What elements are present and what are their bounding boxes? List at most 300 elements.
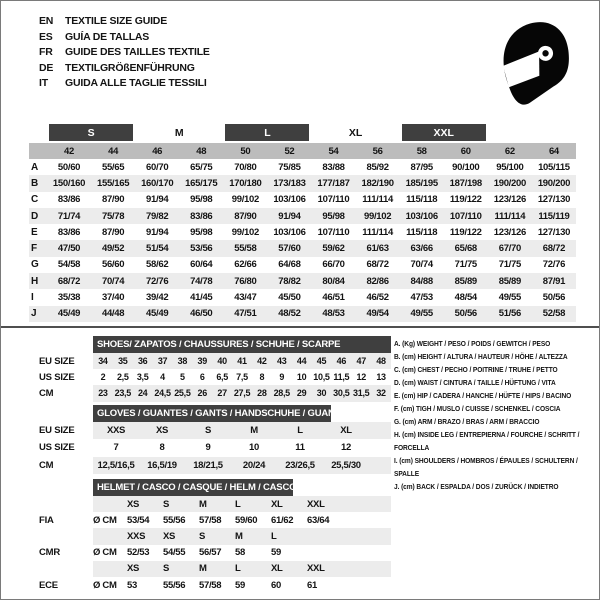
measurement-value: 72/76 xyxy=(146,275,169,287)
helmet-size-label: M xyxy=(199,563,207,575)
size-value: 10 xyxy=(249,442,259,454)
size-value: 25,5 xyxy=(174,388,191,399)
measurement-value: 127/130 xyxy=(537,226,571,238)
helmet-size-value xyxy=(307,545,343,561)
measurement-value: 65/68 xyxy=(454,243,477,255)
size-value: 11 xyxy=(295,442,305,454)
measurement-value: 48/52 xyxy=(278,308,301,320)
helmet-size-value: 61 xyxy=(307,579,317,591)
measurement-value: 187/198 xyxy=(449,177,482,189)
helmet-size-label: S xyxy=(199,530,206,542)
measurement-value: 87/91 xyxy=(542,275,566,287)
size-value: 38 xyxy=(177,356,188,367)
measurement-legend xyxy=(394,337,593,493)
measurement-letter: C xyxy=(31,194,39,206)
helmet-size-value: 61/62 xyxy=(271,514,294,526)
measurement-value: 50/60 xyxy=(57,161,81,173)
measurement-value: 150/160 xyxy=(52,177,86,189)
table-row xyxy=(29,369,391,385)
measurement-value: 91/94 xyxy=(146,226,169,238)
measurement-value: 111/114 xyxy=(362,194,393,206)
textile-group-header-row xyxy=(29,124,576,143)
row-values xyxy=(93,439,369,456)
helmet-sizes-row xyxy=(29,561,391,577)
measurement-value: 90/100 xyxy=(452,161,480,173)
language-code: EN xyxy=(39,15,54,27)
size-value: 27,5 xyxy=(233,388,251,399)
helmet-sizes-row xyxy=(29,496,391,512)
measurement-value: 190/200 xyxy=(493,177,526,189)
measurement-value: 107/110 xyxy=(449,210,482,222)
shoes-rows xyxy=(29,353,391,402)
measurement-value: 107/110 xyxy=(317,226,350,238)
measurement-value: 45/49 xyxy=(57,308,81,320)
measurement-value: 173/183 xyxy=(273,177,306,189)
legend-item: G. (cm) ARM / BRAZO / BRAS / ARM / BRACCIO xyxy=(394,417,540,426)
label-spacer xyxy=(29,561,93,577)
group-header-s: S xyxy=(49,124,133,141)
measurement-value: 71/75 xyxy=(454,259,477,271)
measurement-value: 99/102 xyxy=(231,226,259,238)
measurement-value: 160/170 xyxy=(141,177,174,189)
row-strip xyxy=(93,439,391,456)
row-values xyxy=(93,385,391,401)
row-values xyxy=(93,496,343,512)
measurement-value: 105/115 xyxy=(538,161,570,173)
helmet-size-label: XS xyxy=(127,563,140,575)
measurement-value: 85/89 xyxy=(498,275,521,287)
size-value: 26 xyxy=(197,388,207,399)
helmet-size-label: XXL xyxy=(307,563,325,575)
guide-title: GUÍA DE TALLAS xyxy=(65,30,150,43)
helmet-size-label: S xyxy=(163,563,170,575)
helmet-size-label: M xyxy=(235,530,243,542)
legend-item: I. (cm) SHOULDERS / HOMBROS / ÉPAULES / SCHULTERN / SPALLE xyxy=(394,456,578,478)
size-value: S xyxy=(204,425,212,437)
row-label: US SIZE xyxy=(39,442,75,454)
measurement-value: 119/122 xyxy=(449,194,482,206)
size-header-cell: 62 xyxy=(504,145,515,157)
row-label: US SIZE xyxy=(39,371,75,383)
helmet-size-table xyxy=(29,479,391,593)
measurement-value: 99/102 xyxy=(363,210,392,222)
size-value: 8 xyxy=(259,372,265,383)
size-value: 9 xyxy=(205,442,211,454)
measurement-value: 155/165 xyxy=(96,177,130,189)
measurement-value: 80/84 xyxy=(322,275,345,287)
guide-title: TEXTILGRÖßENFÜHRUNG xyxy=(65,61,195,74)
language-title-list xyxy=(39,14,210,92)
measurement-value: 75/85 xyxy=(278,161,301,173)
size-value: 9 xyxy=(279,372,285,383)
legend-item: C. (cm) CHEST / PECHO / POITRINE / TRUHE / PETTO xyxy=(394,365,558,374)
helmet-size-value: 58 xyxy=(235,547,245,559)
size-value: XS xyxy=(155,425,169,437)
measurement-value: 60/64 xyxy=(190,259,213,271)
measurement-letter: I xyxy=(31,292,34,304)
size-value: 30 xyxy=(316,388,327,399)
measurement-value: 43/47 xyxy=(234,292,257,304)
unit-label: Ø CM xyxy=(93,547,117,559)
measurement-value: 87/90 xyxy=(101,226,125,238)
helmet-size-label: L xyxy=(235,498,241,510)
helmet-values-row xyxy=(29,512,391,528)
measurement-value: 185/195 xyxy=(405,177,438,189)
size-value: 28,5 xyxy=(273,388,290,399)
row-label: CM xyxy=(39,387,54,399)
corner-cell xyxy=(29,143,47,159)
row-values xyxy=(93,353,391,369)
measurement-value: 62/66 xyxy=(234,259,257,271)
legend-item: H. (cm) INSIDE LEG / ENTREPIERNA / FOURCHE / SCHRITT / FORCELLA xyxy=(394,430,580,452)
language-row xyxy=(39,30,210,46)
size-value: 45 xyxy=(316,356,327,367)
measurement-value: 78/82 xyxy=(278,275,301,287)
size-value: 32 xyxy=(376,388,386,399)
language-row xyxy=(39,76,210,92)
shoes-table-title: SHOES/ ZAPATOS / CHAUSSURES / SCHUHE / SCARPE xyxy=(93,336,391,353)
measurement-value: 68/72 xyxy=(366,259,389,271)
unit-spacer xyxy=(93,496,127,512)
row-strip xyxy=(93,353,391,369)
measurement-value: 95/98 xyxy=(190,226,213,238)
size-header-cell: 42 xyxy=(64,145,75,157)
size-value: 23/26,5 xyxy=(285,459,315,471)
helmet-icon xyxy=(489,17,573,109)
measurement-value: 70/80 xyxy=(234,161,257,173)
helmet-values-row xyxy=(29,577,391,593)
gloves-rows xyxy=(29,422,391,474)
measurement-value: 45/50 xyxy=(278,292,301,304)
row-strip xyxy=(93,496,391,512)
size-value: 18/21,5 xyxy=(193,459,223,471)
size-value: 24 xyxy=(137,388,148,399)
measurement-value: 50/56 xyxy=(454,308,477,320)
measurement-letter: F xyxy=(31,243,38,255)
measurement-value: 49/55 xyxy=(410,308,433,320)
group-header-l: L xyxy=(225,124,309,141)
legend-item: J. (cm) BACK / ESPALDA / DOS / ZURÜCK / INDIETRO xyxy=(394,482,559,491)
measurement-value: 95/98 xyxy=(190,194,213,206)
legend-item: D. (cm) WAIST / CINTURA / TAILLE / HÜFTUNG / VITA xyxy=(394,378,556,387)
row-values xyxy=(93,528,343,544)
measurement-value: 63/66 xyxy=(410,243,433,255)
measurement-value: 46/50 xyxy=(190,308,213,320)
helmet-title-row xyxy=(29,479,391,496)
size-header-cell: 54 xyxy=(328,145,339,157)
table-row xyxy=(29,353,391,369)
unit-label: Ø CM xyxy=(93,579,117,591)
row-label: CM xyxy=(39,459,54,471)
helmet-size-value: 63/64 xyxy=(307,514,330,526)
helmet-size-value: 59 xyxy=(271,547,281,559)
measurement-value: 55/58 xyxy=(234,243,257,255)
measurement-value: 99/102 xyxy=(231,194,259,206)
helmet-size-label: S xyxy=(163,498,170,510)
helmet-size-label: XXS xyxy=(127,530,146,542)
size-value: 44 xyxy=(296,356,307,367)
group-header-m: M xyxy=(174,126,184,139)
measurement-value: 35/38 xyxy=(57,292,81,304)
helmet-size-value: 55/56 xyxy=(163,514,186,526)
unit-spacer xyxy=(93,561,127,577)
table-row xyxy=(29,457,391,474)
textile-row-f xyxy=(29,240,576,256)
row-strip xyxy=(93,577,391,593)
legend-item: F. (cm) TIGH / MUSLO / CUISSE / SCHENKEL / COSCIA xyxy=(394,404,561,413)
measurement-value: 70/74 xyxy=(410,259,433,271)
table-row xyxy=(29,439,391,456)
measurement-value: 49/55 xyxy=(498,292,521,304)
size-value: 25,5/30 xyxy=(331,459,361,471)
measurement-value: 165/175 xyxy=(185,177,218,189)
measurement-value: 58/62 xyxy=(146,259,169,271)
measurement-value: 68/72 xyxy=(542,243,566,255)
language-code: IT xyxy=(39,77,48,89)
language-code: FR xyxy=(39,46,53,58)
label-spacer xyxy=(29,496,93,512)
size-value: 35 xyxy=(118,356,128,367)
textile-size-table xyxy=(29,124,576,322)
textile-row-g xyxy=(29,257,576,273)
helmet-rows xyxy=(29,496,391,593)
measurement-value: 68/72 xyxy=(57,275,81,287)
legend-item: E. (cm) HIP / CADERA / HANCHE / HÜFTE / HIPS / BACINO xyxy=(394,391,572,400)
row-values xyxy=(93,577,343,593)
size-header-cell: 64 xyxy=(548,145,559,157)
size-value: 41 xyxy=(237,356,247,367)
helmet-values-row xyxy=(29,545,391,561)
measurement-value: 115/118 xyxy=(406,226,438,238)
measurement-letter: B xyxy=(31,177,39,189)
textile-size-header-row xyxy=(29,143,576,159)
row-values xyxy=(93,369,391,385)
helmet-size-label: L xyxy=(235,563,241,575)
gloves-size-table xyxy=(29,405,391,474)
textile-row-d xyxy=(29,208,576,224)
measurement-value: 111/114 xyxy=(362,226,393,238)
size-value: 24,5 xyxy=(154,388,171,399)
size-value: M xyxy=(250,425,258,437)
measurement-value: 72/76 xyxy=(542,259,566,271)
measurement-letter: E xyxy=(31,226,38,238)
size-value: L xyxy=(297,425,303,437)
textile-row-e xyxy=(29,224,576,240)
table-row xyxy=(29,385,391,401)
helmet-table-title: HELMET / CASCO / CASQUE / HELM / CASCO xyxy=(93,479,293,496)
measurement-value: 115/118 xyxy=(406,194,438,206)
size-header-cell: 52 xyxy=(284,145,295,157)
measurement-value: 45/49 xyxy=(146,308,169,320)
textile-row-b xyxy=(29,175,576,191)
measurement-value: 83/88 xyxy=(322,161,345,173)
measurement-value: 53/56 xyxy=(190,243,213,255)
measurement-value: 87/95 xyxy=(410,161,433,173)
measurement-value: 74/78 xyxy=(190,275,213,287)
size-value: 2,5 xyxy=(116,372,129,383)
size-header-cell: 46 xyxy=(152,145,163,157)
size-value: XL xyxy=(340,425,352,437)
row-strip xyxy=(93,512,391,528)
measurement-value: 65/75 xyxy=(190,161,213,173)
standard-label: CMR xyxy=(39,547,61,559)
row-strip xyxy=(93,561,391,577)
measurement-value: 57/60 xyxy=(278,243,301,255)
size-value: 12,5/16,5 xyxy=(97,459,135,471)
row-strip xyxy=(93,457,391,474)
helmet-size-value: 57/58 xyxy=(199,579,222,591)
measurement-value: 64/68 xyxy=(278,259,301,271)
row-values xyxy=(93,512,343,528)
measurement-value: 115/119 xyxy=(538,210,570,222)
row-values xyxy=(93,422,369,439)
measurement-value: 37/40 xyxy=(101,292,125,304)
measurement-value: 47/51 xyxy=(234,308,257,320)
size-value: 2 xyxy=(100,372,106,383)
size-value: 28 xyxy=(257,388,267,399)
measurement-value: 103/106 xyxy=(405,210,438,222)
textile-row-h xyxy=(29,273,576,289)
measurement-value: 95/100 xyxy=(496,161,524,173)
group-header-xl: XL xyxy=(348,126,363,139)
textile-row-j xyxy=(29,306,576,322)
size-value: 10 xyxy=(296,372,307,383)
size-header-cell: 44 xyxy=(108,145,119,157)
size-value: 23 xyxy=(98,388,108,399)
row-strip xyxy=(93,545,391,561)
measurement-value: 75/78 xyxy=(101,210,125,222)
helmet-size-value: 55/56 xyxy=(163,579,186,591)
size-value: 20/24 xyxy=(242,459,266,471)
size-value: 6,5 xyxy=(216,372,228,383)
size-value: 39 xyxy=(197,356,207,367)
measurement-value: 85/89 xyxy=(454,275,477,287)
measurement-value: 60/70 xyxy=(146,161,169,173)
legend-item: A. (Kg) WEIGHT / PESO / POIDS / GEWITCH / PESO xyxy=(394,339,551,348)
group-header-xxl: XXL xyxy=(402,124,486,141)
shoes-size-table xyxy=(29,336,391,402)
language-row xyxy=(39,14,210,30)
size-value: 6 xyxy=(199,372,205,383)
size-value: 43 xyxy=(277,356,287,367)
helmet-size-value: 57/58 xyxy=(199,514,222,526)
measurement-value: 51/56 xyxy=(498,308,521,320)
label-spacer xyxy=(29,528,93,544)
size-value: 5 xyxy=(180,372,185,383)
measurement-value: 55/65 xyxy=(101,161,125,173)
helmet-size-label: XL xyxy=(271,563,283,575)
size-value: 8 xyxy=(159,442,165,454)
measurement-value: 123/126 xyxy=(493,226,526,238)
unit-spacer xyxy=(93,528,127,544)
measurement-value: 182/190 xyxy=(361,177,394,189)
helmet-size-value: 59 xyxy=(235,579,245,591)
size-value: 29 xyxy=(296,388,307,399)
measurement-value: 49/54 xyxy=(366,308,389,320)
guide-title: TEXTILE SIZE GUIDE xyxy=(65,15,167,27)
helmet-size-value: 56/57 xyxy=(199,547,222,559)
size-header-cell: 58 xyxy=(416,145,427,157)
size-value: 31,5 xyxy=(353,388,370,399)
language-code: DE xyxy=(39,61,54,74)
helmet-size-label: XS xyxy=(163,530,176,542)
row-label: EU SIZE xyxy=(39,425,75,437)
measurement-value: 177/187 xyxy=(317,177,350,189)
size-value: 13 xyxy=(376,372,386,383)
size-value: 34 xyxy=(98,356,108,367)
measurement-value: 39/42 xyxy=(146,292,169,304)
row-strip xyxy=(93,385,391,401)
measurement-value: 59/62 xyxy=(322,243,345,255)
measurement-value: 123/126 xyxy=(493,194,526,206)
label-spacer xyxy=(29,479,93,496)
measurement-value: 54/58 xyxy=(57,259,81,271)
measurement-value: 87/90 xyxy=(234,210,257,222)
helmet-sizes-row xyxy=(29,528,391,544)
measurement-value: 83/86 xyxy=(190,210,213,222)
helmet-size-label: XL xyxy=(271,498,283,510)
measurement-value: 71/75 xyxy=(498,259,521,271)
measurement-letter: D xyxy=(31,210,39,222)
size-header-cell: 48 xyxy=(196,145,207,157)
guide-title: GUIDA ALLE TAGLIE TESSILI xyxy=(65,77,207,89)
group-header-spacer xyxy=(490,124,530,141)
measurement-value: 49/52 xyxy=(101,243,125,255)
measurement-value: 48/53 xyxy=(322,308,345,320)
measurement-value: 107/110 xyxy=(317,194,350,206)
measurement-value: 83/86 xyxy=(57,194,81,206)
measurement-value: 46/51 xyxy=(322,292,345,304)
helmet-size-label: L xyxy=(271,530,277,542)
measurement-value: 76/80 xyxy=(234,275,257,287)
size-value: XXS xyxy=(106,425,126,437)
size-value: 47 xyxy=(356,356,366,367)
language-row xyxy=(39,61,210,77)
measurement-letter: G xyxy=(31,259,39,271)
size-value: 40 xyxy=(217,356,227,367)
size-value: 42 xyxy=(257,356,267,367)
size-value: 46 xyxy=(336,356,347,367)
row-strip xyxy=(93,422,391,439)
measurement-value: 48/54 xyxy=(454,292,477,304)
measurement-value: 67/70 xyxy=(498,243,521,255)
helmet-size-label: XS xyxy=(127,498,140,510)
measurement-value: 85/92 xyxy=(366,161,389,173)
measurement-value: 52/58 xyxy=(542,308,566,320)
shoes-title-row xyxy=(29,336,391,353)
size-value: 7 xyxy=(113,442,119,454)
textile-row-a xyxy=(29,159,576,175)
row-values xyxy=(93,457,369,474)
label-spacer xyxy=(29,405,93,422)
measurement-value: 41/45 xyxy=(190,292,213,304)
measurement-letter: J xyxy=(31,308,37,320)
measurement-value: 56/60 xyxy=(101,259,125,271)
size-value: 4 xyxy=(160,372,165,383)
guide-title: GUIDE DES TAILLES TEXTILE xyxy=(65,46,210,58)
measurement-value: 84/88 xyxy=(410,275,433,287)
row-values xyxy=(93,545,343,561)
gloves-table-title: GLOVES / GUANTES / GANTS / HANDSCHUHE / GUANTI xyxy=(93,405,331,422)
size-value: 3,5 xyxy=(136,372,149,383)
measurement-value: 170/180 xyxy=(229,177,262,189)
measurement-value: 83/86 xyxy=(57,226,81,238)
measurement-letter: H xyxy=(31,275,39,287)
size-value: 48 xyxy=(376,356,386,367)
size-header-cell: 60 xyxy=(460,145,471,157)
size-value: 10,5 xyxy=(313,372,330,383)
row-label: EU SIZE xyxy=(39,355,75,367)
